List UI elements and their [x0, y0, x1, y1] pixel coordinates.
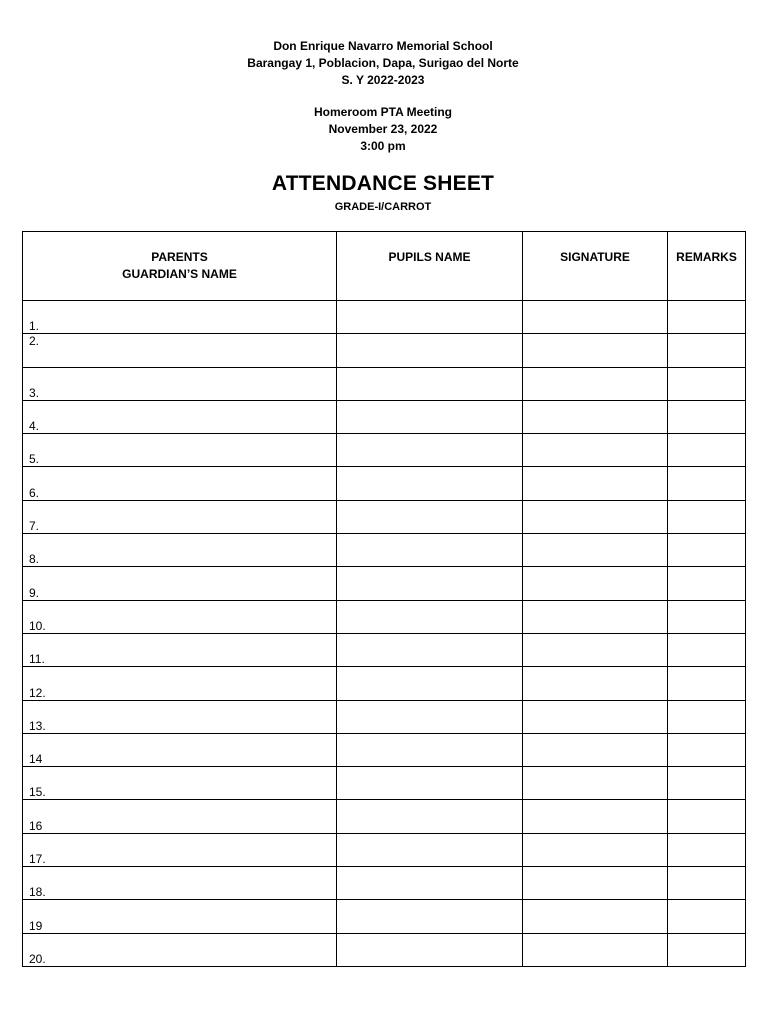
pupil-name-cell[interactable] [337, 467, 523, 500]
table-row [23, 534, 746, 567]
school-name: Don Enrique Navarro Memorial School [273, 39, 493, 53]
parent-name-cell[interactable] [23, 867, 337, 900]
pupil-name-cell[interactable] [337, 767, 523, 800]
pupil-name-cell[interactable] [337, 367, 523, 400]
parent-name-cell[interactable] [23, 933, 337, 966]
signature-cell[interactable] [523, 833, 668, 866]
remarks-cell[interactable] [668, 933, 746, 966]
pupil-name-cell[interactable] [337, 334, 523, 367]
parent-name-cell[interactable] [23, 434, 337, 467]
remarks-cell[interactable] [668, 900, 746, 933]
remarks-cell[interactable] [668, 733, 746, 766]
row-number: 20. [29, 951, 46, 966]
parent-name-cell[interactable] [23, 301, 337, 334]
signature-cell[interactable] [523, 500, 668, 533]
remarks-cell[interactable] [668, 867, 746, 900]
attendance-table-body [23, 301, 746, 967]
pupil-name-cell[interactable] [337, 933, 523, 966]
signature-cell[interactable] [523, 900, 668, 933]
table-row [23, 867, 746, 900]
table-row [23, 500, 746, 533]
header-row [23, 232, 746, 301]
signature-cell[interactable] [523, 733, 668, 766]
meeting-date: November 23, 2022 [328, 122, 438, 137]
row-number: 11. [29, 652, 45, 667]
pupil-name-cell[interactable] [337, 700, 523, 733]
row-number: 17. [29, 852, 46, 867]
pupil-name-cell[interactable] [337, 434, 523, 467]
parent-name-cell[interactable] [23, 767, 337, 800]
remarks-cell[interactable] [668, 633, 746, 666]
column-header-line: PARENTS [151, 250, 208, 264]
row-number: 6. [29, 485, 40, 500]
pupil-name-cell[interactable] [337, 833, 523, 866]
remarks-cell[interactable] [668, 833, 746, 866]
signature-cell[interactable] [523, 367, 668, 400]
table-row [23, 900, 746, 933]
row-number: 3. [29, 385, 40, 400]
row-number: 19 [29, 918, 43, 933]
table-row [23, 800, 746, 833]
row-number: 13. [29, 718, 46, 733]
parent-name-cell[interactable] [23, 667, 337, 700]
header-spacer [0, 88, 766, 104]
parent-name-cell[interactable] [23, 567, 337, 600]
pupil-name-cell[interactable] [337, 633, 523, 666]
table-row [23, 301, 746, 334]
remarks-cell[interactable] [668, 767, 746, 800]
table-row [23, 400, 746, 433]
remarks-cell[interactable] [668, 600, 746, 633]
remarks-cell[interactable] [668, 400, 746, 433]
row-number: 10. [29, 618, 46, 633]
signature-cell[interactable] [523, 600, 668, 633]
row-number: 1. [29, 319, 40, 334]
row-number: 8. [29, 552, 40, 567]
page-title: ATTENDANCE SHEET [271, 172, 495, 195]
parent-name-cell[interactable] [23, 800, 337, 833]
parent-name-cell[interactable] [23, 833, 337, 866]
signature-cell[interactable] [523, 867, 668, 900]
table-row [23, 334, 746, 367]
column-header-line: REMARKS [676, 250, 737, 264]
column-header-line: GUARDIAN’S NAME [122, 267, 237, 281]
parent-name-cell[interactable] [23, 600, 337, 633]
remarks-cell[interactable] [668, 301, 746, 334]
column-header-parents [23, 232, 337, 301]
table-row [23, 434, 746, 467]
signature-cell[interactable] [523, 434, 668, 467]
document-header [0, 38, 766, 155]
row-number: 16 [29, 818, 43, 833]
attendance-table-header [23, 232, 746, 301]
row-number: 7. [29, 519, 40, 534]
remarks-cell[interactable] [668, 434, 746, 467]
remarks-cell[interactable] [668, 334, 746, 367]
signature-cell[interactable] [523, 400, 668, 433]
remarks-cell[interactable] [668, 534, 746, 567]
column-header-signature [523, 232, 668, 301]
table-row [23, 467, 746, 500]
column-header-line: PUPILS NAME [388, 250, 471, 264]
pupil-name-cell[interactable] [337, 400, 523, 433]
column-header-pupils [337, 232, 523, 301]
remarks-cell[interactable] [668, 700, 746, 733]
table-row [23, 633, 746, 666]
table-row [23, 933, 746, 966]
parent-name-cell[interactable] [23, 400, 337, 433]
row-number: 4. [29, 419, 40, 434]
school-address: Barangay 1, Poblacion, Dapa, Surigao del Norte [247, 55, 519, 70]
table-row [23, 600, 746, 633]
pupil-name-cell[interactable] [337, 534, 523, 567]
row-number: 9. [29, 585, 40, 600]
pupil-name-cell[interactable] [337, 667, 523, 700]
column-header-remarks [668, 232, 746, 301]
parent-name-cell[interactable] [23, 733, 337, 766]
table-row [23, 367, 746, 400]
signature-cell[interactable] [523, 534, 668, 567]
row-number: 18. [29, 885, 46, 900]
signature-cell[interactable] [523, 567, 668, 600]
signature-cell[interactable] [523, 667, 668, 700]
signature-cell[interactable] [523, 334, 668, 367]
row-number: 12. [29, 685, 46, 700]
parent-name-cell[interactable] [23, 700, 337, 733]
table-row [23, 567, 746, 600]
parent-name-cell[interactable] [23, 534, 337, 567]
signature-cell[interactable] [523, 767, 668, 800]
signature-cell[interactable] [523, 633, 668, 666]
column-header-line: SIGNATURE [560, 250, 630, 264]
remarks-cell[interactable] [668, 667, 746, 700]
remarks-cell[interactable] [668, 567, 746, 600]
signature-cell[interactable] [523, 467, 668, 500]
signature-cell[interactable] [523, 933, 668, 966]
attendance-table [22, 231, 746, 967]
table-row [23, 767, 746, 800]
remarks-cell[interactable] [668, 800, 746, 833]
table-row [23, 700, 746, 733]
pupil-name-cell[interactable] [337, 567, 523, 600]
meeting-time: 3:00 pm [360, 138, 406, 153]
row-number: 5. [29, 452, 40, 467]
page-subtitle: GRADE-I/CARROT [334, 201, 432, 213]
pupil-name-cell[interactable] [337, 867, 523, 900]
pupil-name-cell[interactable] [337, 301, 523, 334]
parent-name-cell[interactable] [23, 334, 337, 367]
pupil-name-cell[interactable] [337, 800, 523, 833]
parent-name-cell[interactable] [23, 467, 337, 500]
remarks-cell[interactable] [668, 367, 746, 400]
table-row [23, 667, 746, 700]
signature-cell[interactable] [523, 700, 668, 733]
parent-name-cell[interactable] [23, 633, 337, 666]
table-row [23, 833, 746, 866]
remarks-cell[interactable] [668, 500, 746, 533]
remarks-cell[interactable] [668, 467, 746, 500]
row-number: 2. [29, 334, 40, 349]
school-year: S. Y 2022-2023 [341, 72, 425, 87]
table-row [23, 733, 746, 766]
parent-name-cell[interactable] [23, 500, 337, 533]
parent-name-cell[interactable] [23, 900, 337, 933]
pupil-name-cell[interactable] [337, 733, 523, 766]
row-number: 14 [29, 752, 43, 767]
row-number: 15. [29, 785, 46, 800]
signature-cell[interactable] [523, 800, 668, 833]
parent-name-cell[interactable] [23, 367, 337, 400]
pupil-name-cell[interactable] [337, 500, 523, 533]
signature-cell[interactable] [523, 301, 668, 334]
pupil-name-cell[interactable] [337, 900, 523, 933]
pupil-name-cell[interactable] [337, 600, 523, 633]
meeting-name: Homeroom PTA Meeting [313, 105, 452, 120]
